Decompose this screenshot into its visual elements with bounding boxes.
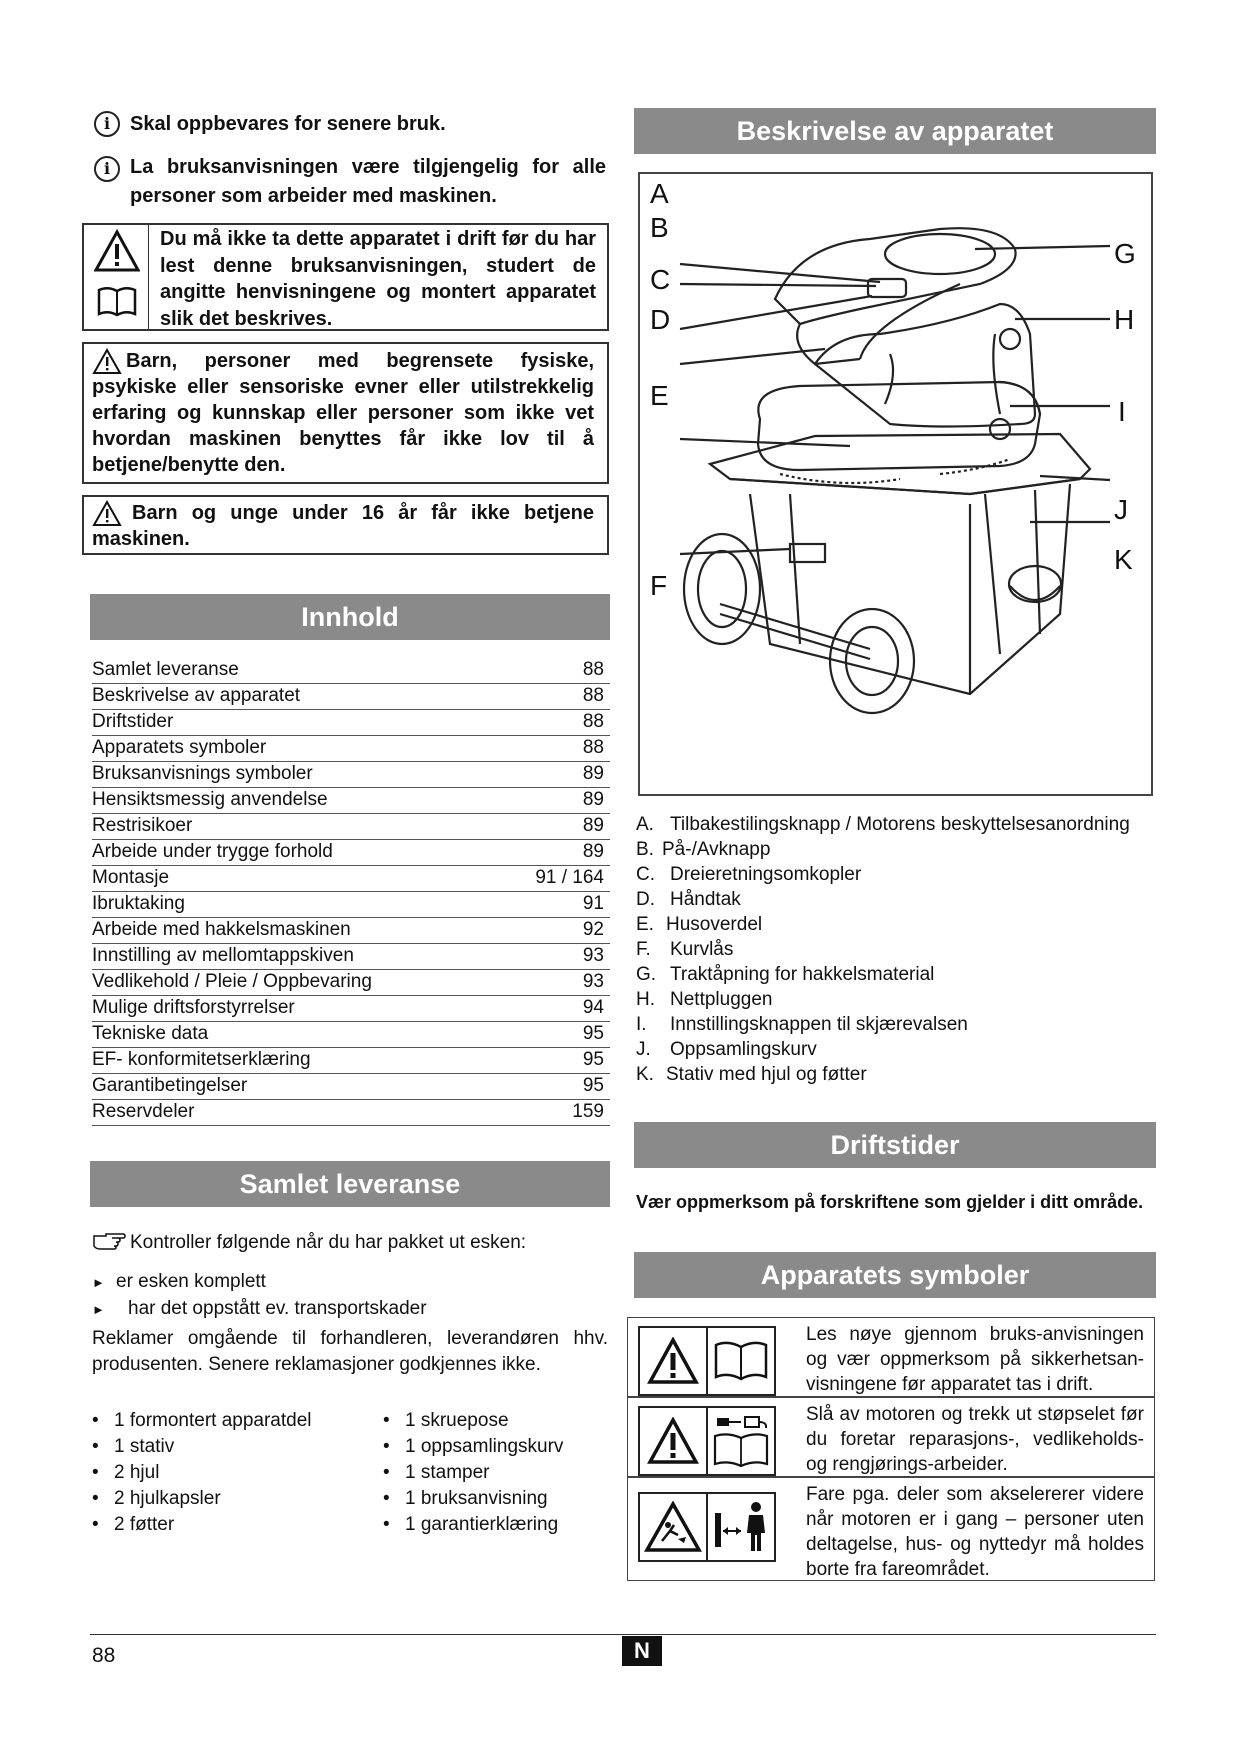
toc-label: Hensiktsmessig anvendelse (92, 789, 328, 810)
pointing-hand-icon (92, 1232, 126, 1250)
language-badge: N (622, 1636, 662, 1666)
part-item (636, 1062, 1156, 1087)
bullet-icon: • (383, 1488, 390, 1509)
callout-letter: H (1114, 304, 1135, 335)
warning-icons (84, 225, 149, 329)
list-item-text: 2 hjulkapsler (114, 1488, 221, 1509)
arrow-item-text: er esken komplett (116, 1271, 266, 1292)
toc-page: 88 (582, 711, 604, 732)
part-item (636, 1012, 1156, 1037)
symbol-icons (638, 1492, 776, 1562)
warning-children-box (82, 495, 609, 555)
callout-letter: K (1114, 544, 1133, 575)
toc-row[interactable] (92, 709, 610, 736)
symbol-text: Fare pga. deler som akselererer videre når motoren er i gang – personer uten deltagelse, hus- og nyttedyr må holdes borte fra fareområdet. (806, 1484, 1144, 1580)
toc-label: Samlet leveranse (92, 659, 239, 680)
reklamer-text: Reklamer omgående til forhandleren, leverandøren hhv. produsenten. Senere reklamasjoner godkjennes ikke. (92, 1328, 608, 1375)
toc-row[interactable] (92, 995, 610, 1022)
bullet-icon: • (92, 1488, 99, 1509)
warning-children-text: Barn og unge under 16 år får ikke betjene maskinen. (92, 502, 594, 550)
callout-letter: G (1114, 238, 1136, 269)
part-item (636, 1037, 1156, 1062)
bullet-icon: • (383, 1436, 390, 1457)
part-letter: A. (636, 814, 654, 835)
symboler-heading: Apparatets symboler (634, 1252, 1156, 1298)
part-item (636, 937, 1156, 962)
callout-letter: F (650, 570, 668, 601)
toc-page: 159 (572, 1101, 604, 1122)
toc-row[interactable] (92, 917, 610, 944)
part-letter: G. (636, 964, 657, 985)
part-letter: K. (636, 1064, 654, 1085)
part-letter: H. (636, 989, 655, 1010)
symbol-icons (638, 1406, 776, 1476)
toc-page: 95 (582, 1049, 604, 1070)
bullet-icon: • (92, 1410, 99, 1431)
warning-read-text: Du må ikke ta dette apparatet i drift før du har lest denne bruksanvisningen, studert de angitte henvisningene og montert apparatet slik det beskrives. (160, 228, 596, 330)
toc-label: Vedlikehold / Pleie / Oppbevaring (92, 971, 372, 992)
note-keep-text: Skal oppbevares for senere bruk. (130, 113, 446, 135)
part-text: Nettpluggen (670, 989, 773, 1010)
part-text: Innstillingsknappen til skjærevalsen (670, 1014, 968, 1035)
part-item (636, 987, 1156, 1012)
part-letter: B. (636, 839, 654, 860)
callout-letter: I (1118, 396, 1126, 427)
part-text: Håndtak (670, 889, 741, 910)
list-item-text: 1 stativ (114, 1436, 175, 1457)
part-text: Stativ med hjul og føtter (666, 1064, 867, 1085)
toc-page: 94 (582, 997, 604, 1018)
warning-persons-box (82, 342, 609, 484)
callout-letter: C (650, 264, 671, 295)
toc-row[interactable] (92, 865, 610, 892)
page-number: 88 (92, 1644, 116, 1667)
part-text: På-/Avknapp (662, 839, 771, 860)
list-item-text: 2 hjul (114, 1462, 160, 1483)
toc-label: Bruksanvisnings symboler (92, 763, 313, 784)
warning-persons-text-wrap (92, 348, 594, 478)
toc-page: 91 (582, 893, 604, 914)
toc-label: Restrisikoer (92, 815, 193, 836)
toc-label: Tekniske data (92, 1023, 209, 1044)
unplug-book-icon (708, 1408, 774, 1474)
list-item-text: 2 føtter (114, 1514, 175, 1535)
toc-row[interactable] (92, 969, 610, 996)
innhold-heading: Innhold (90, 594, 610, 640)
list-item (383, 1408, 613, 1434)
warning-triangle-icon (92, 348, 122, 375)
toc-label: Reservdeler (92, 1101, 195, 1122)
toc-label: Arbeide under trygge forhold (92, 841, 333, 862)
toc-page: 89 (582, 789, 604, 810)
arrow-item (92, 1296, 427, 1323)
parts-list (636, 812, 1156, 1087)
shredder-illustration (640, 174, 1151, 794)
driftstider-text: Vær oppmerksom på forskriftene som gjelder i ditt område. (636, 1192, 1144, 1212)
callout-letter: A (650, 178, 669, 209)
arrow-item (92, 1269, 266, 1296)
toc-label: Innstilling av mellomtappskiven (92, 945, 354, 966)
toc-label: Driftstider (92, 711, 174, 732)
part-letter: J. (636, 1039, 651, 1060)
part-text: Tilbakestilingsknapp / Motorens beskyttelsesanordning (670, 814, 1130, 835)
toc-page: 89 (582, 815, 604, 836)
samlet-heading: Samlet leveranse (90, 1161, 610, 1207)
list-item (383, 1434, 613, 1460)
symbol-row (627, 1317, 1155, 1397)
toc-page: 88 (582, 659, 604, 680)
list-item-text: 1 bruksanvisning (405, 1488, 548, 1509)
symbol-text: Slå av motoren og trekk ut støpselet før du foretar reparasjons-, vedlikeholds- og rengjørings-arbeider. (806, 1404, 1144, 1475)
warning-read-box (82, 223, 609, 331)
symbol-text: Les nøye gjennom bruks-anvisningen og vær oppmerksom på sikkerhetsan-visningene før apparatet tas i drift. (806, 1324, 1144, 1395)
toc-page: 91 / 164 (535, 867, 604, 888)
book-icon (708, 1328, 774, 1394)
toc-row[interactable] (92, 735, 610, 762)
part-letter: F. (636, 939, 651, 960)
list-item (92, 1486, 372, 1512)
part-item (636, 912, 1156, 937)
list-item-text: 1 garantierklæring (405, 1514, 559, 1535)
toc-row[interactable] (92, 891, 610, 918)
warning-triangle-icon (92, 500, 122, 527)
bullet-icon: • (383, 1462, 390, 1483)
toc-row[interactable] (92, 813, 610, 840)
toc-label: Beskrivelse av apparatet (92, 685, 301, 706)
list-right (383, 1408, 613, 1538)
part-letter: D. (636, 889, 655, 910)
symbol-row (627, 1397, 1155, 1477)
bullet-icon: • (383, 1514, 390, 1535)
part-letter: E. (636, 914, 654, 935)
list-item (92, 1408, 372, 1434)
info-icon: i (94, 156, 120, 182)
toc-row[interactable] (92, 787, 610, 814)
toc-page: 88 (582, 685, 604, 706)
callout-letter: B (650, 212, 669, 243)
distance-person-icon (708, 1494, 774, 1560)
info-icon: i (94, 111, 120, 137)
arrow-bullet-icon: ► (92, 1275, 105, 1290)
toc-row[interactable] (92, 1099, 610, 1126)
bullet-icon: • (92, 1436, 99, 1457)
list-left (92, 1408, 372, 1538)
toc-label: Arbeide med hakkelsmaskinen (92, 919, 351, 940)
part-letter: I. (636, 1014, 647, 1035)
hazard-person-icon (640, 1494, 708, 1560)
toc-row[interactable] (92, 657, 610, 684)
note-available (94, 153, 606, 211)
toc-row[interactable] (92, 839, 610, 866)
part-letter: C. (636, 864, 655, 885)
part-item (636, 837, 1156, 862)
bullet-icon: • (92, 1462, 99, 1483)
toc-page: 89 (582, 763, 604, 784)
driftstider-heading: Driftstider (634, 1122, 1156, 1168)
warning-persons-text: Barn, personer med begrensete fysiske, psykiske eller sensoriske evner eller utilstrekkelig erfaring og kunnskap eller personer som ikke vet hvordan maskinen benyttes får ikke lov til å betjene/benytte den. (92, 350, 594, 476)
toc-page: 93 (582, 971, 604, 992)
list-item (383, 1486, 613, 1512)
part-text: Oppsamlingskurv (670, 1039, 817, 1060)
note-keep (94, 110, 606, 139)
toc-page: 92 (582, 919, 604, 940)
toc-row[interactable] (92, 761, 610, 788)
arrow-item-text: har det oppstått ev. transportskader (128, 1298, 427, 1319)
bullet-icon: • (92, 1514, 99, 1535)
part-text: Traktåpning for hakkelsmaterial (670, 964, 935, 985)
toc-label: Montasje (92, 867, 170, 888)
callout-letter: D (650, 304, 671, 335)
toc-label: Ibruktaking (92, 893, 185, 914)
bullet-icon: • (383, 1410, 390, 1431)
list-item-text: 1 stamper (405, 1462, 490, 1483)
toc-label: Apparatets symboler (92, 737, 267, 758)
part-item (636, 862, 1156, 887)
toc-page: 95 (582, 1023, 604, 1044)
list-item (92, 1512, 372, 1538)
toc-page: 95 (582, 1075, 604, 1096)
toc-label: EF- konformitetserklæring (92, 1049, 311, 1070)
warning-triangle-icon (94, 229, 140, 273)
toc-page: 89 (582, 841, 604, 862)
footer-rule (90, 1634, 1156, 1635)
toc-row[interactable] (92, 683, 610, 710)
beskrivelse-heading: Beskrivelse av apparatet (634, 108, 1156, 154)
warning-triangle-icon (640, 1328, 708, 1394)
toc-page: 93 (582, 945, 604, 966)
check-line (92, 1230, 608, 1256)
list-item-text: 1 skruepose (405, 1410, 509, 1431)
symbol-icons (638, 1326, 776, 1396)
toc-label: Garantibetingelser (92, 1075, 248, 1096)
part-text: Kurvlås (670, 939, 734, 960)
note-available-text: La bruksanvisningen være tilgjengelig for alle personer som arbeider med maskinen. (130, 156, 606, 207)
toc-row[interactable] (92, 1021, 610, 1048)
toc-page: 88 (582, 737, 604, 758)
part-item (636, 887, 1156, 912)
toc-row[interactable] (92, 1073, 610, 1100)
symbol-row (627, 1477, 1155, 1581)
warning-children-text-wrap (92, 500, 594, 552)
toc-label: Mulige driftsforstyrrelser (92, 997, 295, 1018)
list-item-text: 1 formontert apparatdel (114, 1410, 312, 1431)
toc-row[interactable] (92, 943, 610, 970)
check-text: Kontroller følgende når du har pakket ut esken: (130, 1232, 527, 1253)
part-text: Dreieretningsomkopler (670, 864, 862, 885)
toc-row[interactable] (92, 1047, 610, 1074)
list-item (92, 1434, 372, 1460)
part-item (636, 962, 1156, 987)
callout-letter: E (650, 380, 669, 411)
list-item-text: 1 oppsamlingskurv (405, 1436, 564, 1457)
callout-letter: J (1114, 494, 1128, 525)
device-diagram (638, 172, 1153, 796)
warning-triangle-icon (640, 1408, 708, 1474)
book-icon (96, 285, 138, 319)
arrow-bullet-icon: ► (92, 1302, 105, 1317)
part-text: Husoverdel (666, 914, 763, 935)
list-item (383, 1460, 613, 1486)
part-item (636, 812, 1156, 837)
list-item (383, 1512, 613, 1538)
list-item (92, 1460, 372, 1486)
